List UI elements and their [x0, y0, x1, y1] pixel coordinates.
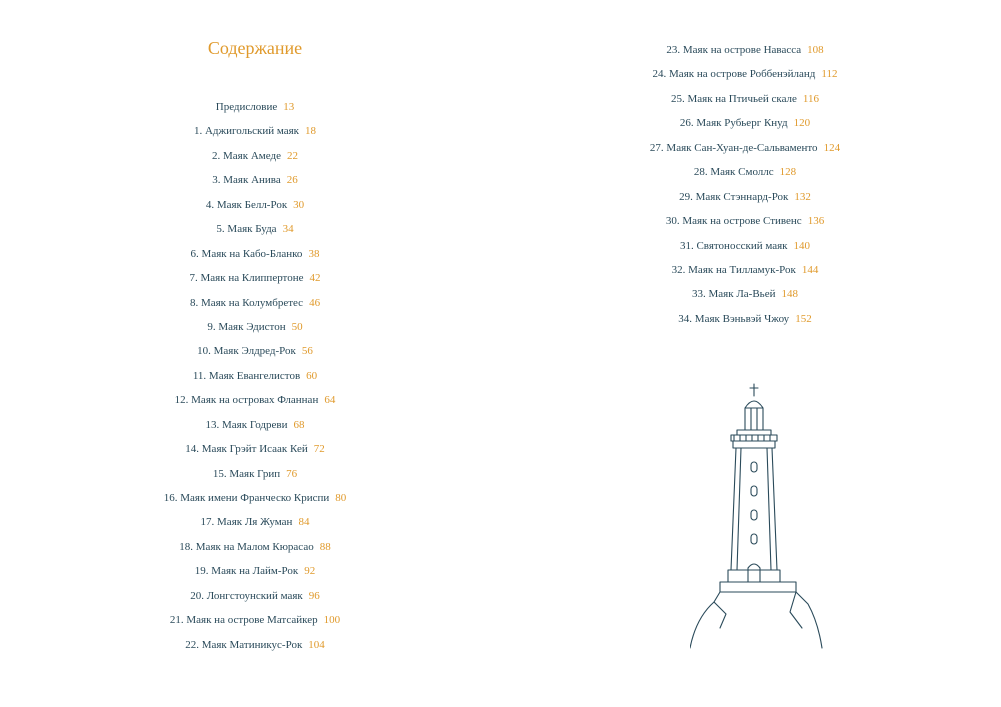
toc-entry[interactable]	[500, 261, 990, 285]
toc-title: Содержание	[207, 38, 303, 58]
toc-entry-label: 12. Маяк на островах Фланнан	[174, 394, 319, 407]
toc-entry-label: 19. Маяк на Лайм-Рок	[194, 565, 299, 578]
toc-entry-label: 18. Маяк на Малом Кюрасао	[179, 540, 314, 553]
toc-entry-page: 26	[286, 174, 298, 187]
toc-entry[interactable]	[0, 342, 510, 366]
toc-entry[interactable]	[500, 65, 990, 89]
toc-entry-label: 27. Маяк Сан-Хуан-де-Сальваменто	[649, 141, 818, 154]
toc-entry[interactable]	[500, 310, 990, 334]
toc-entry[interactable]	[500, 139, 990, 163]
toc-entry-page: 128	[779, 166, 797, 179]
toc-entry-page: 50	[291, 320, 303, 333]
toc-entry-label: 3. Маяк Анива	[212, 174, 281, 187]
toc-entry-page: 120	[793, 117, 811, 130]
toc-entry-label: 11. Маяк Евангелистов	[192, 369, 301, 382]
toc-entry-page: 64	[324, 394, 336, 407]
toc-entry-label: 33. Маяк Ла-Вьей	[692, 288, 776, 301]
toc-entry-page: 104	[308, 638, 325, 651]
lighthouse-icon	[690, 382, 830, 652]
toc-entry-label: 24. Маяк на острове Роббенэйланд	[652, 68, 816, 81]
toc-entry-page: 144	[801, 263, 819, 276]
toc-entry[interactable]	[500, 163, 990, 187]
toc-entry[interactable]	[0, 562, 510, 586]
toc-list-left	[0, 98, 510, 660]
toc-entry-page: 34	[282, 223, 294, 236]
toc-entry-label: 31. Святоносский маяк	[679, 239, 788, 252]
toc-entry-label: 15. Маяк Грип	[212, 467, 281, 480]
toc-entry-label: 17. Маяк Ля Жуман	[200, 516, 293, 529]
toc-entry-label: 30. Маяк на острове Стивенс	[665, 215, 802, 228]
toc-entry-page: 132	[794, 190, 811, 203]
toc-entry-label: 32. Маяк на Тилламук-Рок	[671, 263, 796, 276]
toc-entry[interactable]	[500, 114, 990, 138]
toc-entry-label: 23. Маяк на острове Навасса	[666, 44, 802, 56]
toc-entry-page: 88	[319, 540, 331, 553]
toc-entry[interactable]	[0, 513, 510, 537]
toc-entry-page: 92	[304, 565, 316, 578]
toc-entry-page: 13	[283, 101, 295, 113]
toc-entry-page: 136	[807, 215, 825, 228]
toc-entry-label: 28. Маяк Смоллс	[693, 166, 774, 179]
toc-entry-page: 100	[323, 614, 341, 627]
toc-entry[interactable]	[500, 285, 990, 309]
toc-entry[interactable]	[0, 465, 510, 489]
toc-entry-page: 60	[306, 369, 318, 382]
toc-entry[interactable]	[0, 391, 510, 415]
toc-entry-page: 124	[823, 141, 841, 154]
toc-entry[interactable]	[0, 416, 510, 440]
toc-entry[interactable]	[0, 122, 510, 146]
toc-entry[interactable]	[0, 489, 510, 513]
toc-entry-page: 84	[298, 516, 310, 529]
toc-entry-page: 148	[781, 288, 798, 301]
left-page	[0, 0, 500, 707]
toc-entry[interactable]	[0, 171, 510, 195]
toc-entry-page: 108	[807, 44, 824, 56]
toc-entry-page: 18	[305, 125, 317, 138]
toc-entry[interactable]	[500, 188, 990, 212]
toc-entry[interactable]	[0, 587, 510, 611]
toc-entry[interactable]	[0, 269, 510, 293]
toc-entry-page: 80	[335, 492, 347, 504]
toc-entry-label: 25. Маяк на Птичьей скале	[670, 92, 797, 105]
toc-entry-page: 72	[313, 443, 325, 456]
toc-entry-label: 22. Маяк Матиникус-Рок	[185, 638, 303, 651]
toc-entry-label: 10. Маяк Элдред-Рок	[197, 345, 296, 358]
toc-entry[interactable]	[0, 147, 510, 171]
toc-entry-label: 21. Маяк на острове Матсайкер	[169, 614, 318, 627]
toc-entry-page: 42	[309, 272, 321, 285]
toc-entry-page: 76	[286, 467, 298, 480]
toc-entry-label: 4. Маяк Белл-Рок	[205, 198, 288, 211]
toc-entry-label: 1. Аджигольский маяк	[193, 125, 300, 138]
toc-entry-page: 38	[308, 247, 320, 260]
toc-entry[interactable]	[500, 212, 990, 236]
toc-entry[interactable]	[0, 440, 510, 464]
toc-entry-page: 152	[795, 312, 812, 325]
toc-entry-page: 30	[293, 198, 305, 211]
toc-entry-label: 29. Маяк Стэннард-Рок	[679, 190, 789, 203]
toc-entry-page: 112	[821, 68, 838, 81]
toc-entry-page: 96	[308, 589, 320, 602]
toc-entry-label: 5. Маяк Буда	[216, 223, 277, 236]
toc-entry[interactable]	[0, 245, 510, 269]
toc-entry-label: 13. Маяк Годреви	[205, 418, 288, 431]
toc-entry[interactable]	[0, 98, 510, 122]
toc-entry-label: 26. Маяк Рубьерг Кнуд	[679, 117, 788, 130]
right-page	[500, 0, 1001, 707]
toc-entry[interactable]	[0, 220, 510, 244]
toc-entry-page: 116	[802, 92, 820, 105]
toc-entry-label: 2. Маяк Амеде	[212, 149, 281, 162]
toc-entry[interactable]	[0, 294, 510, 318]
toc-entry[interactable]	[500, 41, 990, 65]
toc-entry-page: 56	[301, 345, 313, 358]
toc-entry[interactable]	[0, 538, 510, 562]
toc-entry-label: 20. Лонгстоунский маяк	[190, 589, 303, 602]
toc-entry-page: 22	[286, 149, 298, 162]
toc-entry[interactable]	[500, 90, 990, 114]
toc-entry-label: 16. Маяк имени Франческо Криспи	[163, 492, 330, 504]
toc-entry-label: 6. Маяк на Кабо-Бланко	[190, 247, 303, 260]
toc-entry[interactable]	[0, 367, 510, 391]
toc-entry-page: 68	[293, 418, 305, 431]
toc-entry-label: 7. Маяк на Клиппертоне	[189, 272, 304, 285]
toc-entry-label: 8. Маяк на Колумбретес	[189, 296, 304, 309]
toc-entry[interactable]	[0, 318, 510, 342]
toc-entry-label: Предисловие	[215, 101, 278, 113]
toc-entry[interactable]	[0, 611, 510, 635]
toc-entry[interactable]	[0, 636, 510, 660]
toc-entry-page: 46	[309, 296, 321, 309]
toc-list-right	[500, 41, 990, 334]
toc-entry-label: 9. Маяк Эдистон	[207, 320, 286, 333]
toc-entry[interactable]	[500, 237, 990, 261]
toc-entry[interactable]	[0, 196, 510, 220]
toc-entry-page: 140	[793, 239, 811, 252]
toc-entry-label: 34. Маяк Вэньвэй Чжоу	[678, 312, 790, 325]
toc-entry-label: 14. Маяк Грэйт Исаак Кей	[185, 443, 308, 456]
